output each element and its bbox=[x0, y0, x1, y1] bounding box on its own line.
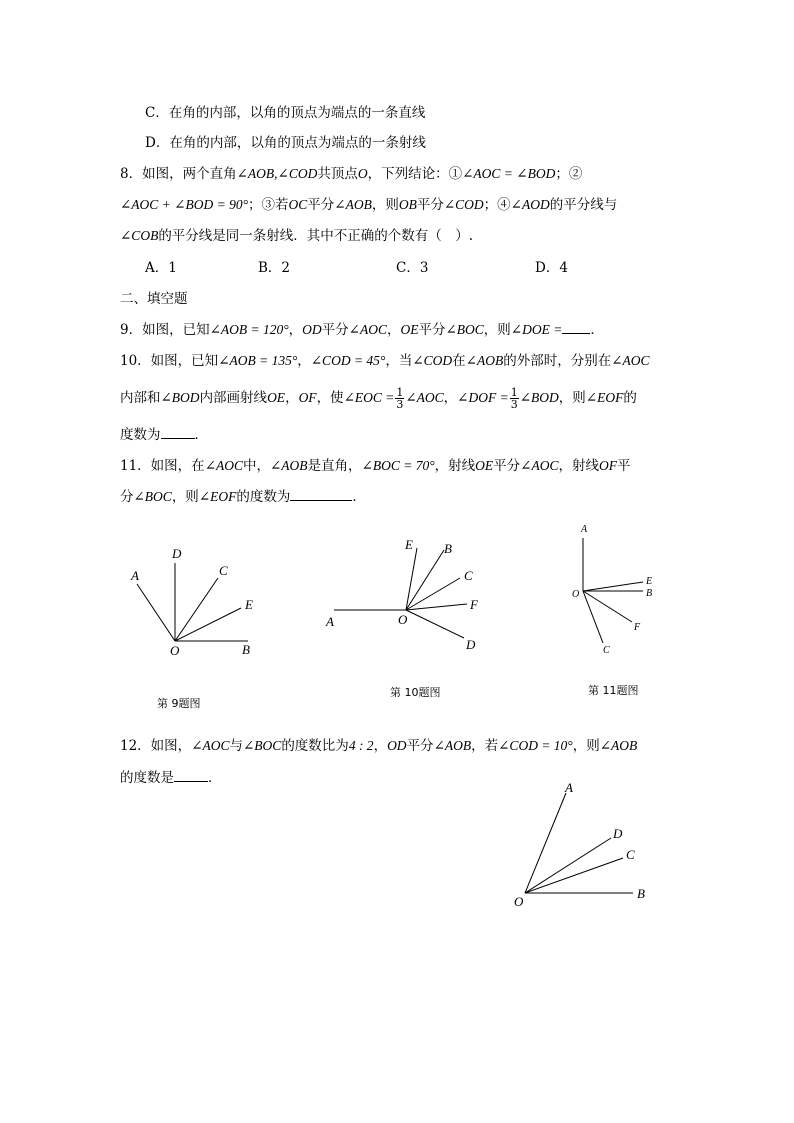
q9-aoc: ∠AOC bbox=[348, 322, 387, 337]
q10-line-3 bbox=[120, 425, 208, 445]
q10-eof: ∠EOF bbox=[585, 390, 624, 405]
q9-text: 平分 bbox=[418, 322, 446, 338]
ray-oc bbox=[175, 578, 218, 641]
q8-ob: OB bbox=[398, 197, 417, 212]
label-f: F bbox=[634, 622, 641, 633]
q8-aob: ∠AOB bbox=[334, 197, 372, 212]
q11-expr: ∠BOC = 70° bbox=[361, 458, 435, 473]
q12-text: ，则 bbox=[572, 738, 600, 754]
label-c: C bbox=[464, 568, 473, 583]
q12-boc: ∠BOC bbox=[243, 738, 282, 753]
q12-ratio: 4 : 2 bbox=[348, 738, 374, 753]
q8-text: ；③若 bbox=[248, 197, 289, 213]
label-b: B bbox=[637, 886, 645, 901]
q12-expr: ∠COD = 10° bbox=[498, 738, 573, 753]
label-b: B bbox=[242, 642, 250, 657]
q12-line-1 bbox=[120, 736, 637, 756]
q8-vertex: O bbox=[357, 166, 368, 181]
q10-aoc-2: ∠AOC bbox=[405, 390, 444, 405]
q10-text: ，当 bbox=[385, 353, 413, 369]
q10-expr-1: ∠AOB = 135° bbox=[218, 353, 298, 368]
q10-dof: ∠DOF = bbox=[457, 390, 509, 405]
label-o: O bbox=[514, 894, 524, 909]
q11-aob: ∠AOB bbox=[270, 458, 308, 473]
q12-text: 与 bbox=[229, 738, 243, 754]
label-c: C bbox=[219, 563, 228, 578]
q9-text: 平分 bbox=[321, 322, 349, 338]
q10-cod: ∠COD bbox=[412, 353, 453, 368]
q7-option-c: C．在角的内部，以角的顶点为端点的一条直线 bbox=[145, 105, 426, 121]
q10-expr-2: ∠COD = 45° bbox=[310, 353, 386, 368]
fraction-one-third bbox=[510, 387, 519, 410]
q8-text: ，下列结论：① bbox=[367, 166, 463, 182]
answer-blank bbox=[562, 321, 590, 334]
q12-text: ， bbox=[373, 738, 388, 754]
q11-text: 中， bbox=[243, 458, 270, 474]
q8-option-d: D．4 bbox=[535, 260, 568, 276]
q8-expr-1: ∠AOC = ∠BOD bbox=[462, 166, 556, 181]
q11-text: 的度数为 bbox=[236, 489, 291, 505]
label-c: C bbox=[626, 847, 635, 862]
q8-text: 平分 bbox=[307, 197, 335, 213]
q11-eof: ∠EOF bbox=[198, 489, 237, 504]
q11-text: 平分 bbox=[493, 458, 521, 474]
label-e: E bbox=[405, 537, 413, 552]
q10-text: 的 bbox=[623, 390, 637, 406]
q9-oe: OE bbox=[400, 322, 419, 337]
q10-eoc: ∠EOC = bbox=[343, 390, 395, 405]
q10-bod-2: ∠BOD bbox=[519, 390, 559, 405]
figure-11-caption: 第 11题图 bbox=[588, 684, 639, 697]
q9-boc: ∠BOC bbox=[445, 322, 484, 337]
q10-text: 内部和 bbox=[120, 390, 161, 406]
q8-cob: ∠COB bbox=[120, 228, 159, 243]
q8-cod: ∠COD bbox=[443, 197, 484, 212]
q8-oc: OC bbox=[288, 197, 308, 212]
q10-text: ． bbox=[194, 427, 208, 443]
q9-expr: ∠AOB = 120° bbox=[209, 322, 289, 337]
label-d: D bbox=[466, 637, 476, 652]
q10-text: 的外部时，分别在 bbox=[503, 353, 612, 369]
label-f: F bbox=[470, 597, 478, 612]
q8-option-c: C．3 bbox=[396, 260, 429, 276]
q11-text: ，射线 bbox=[434, 458, 476, 474]
ray-of bbox=[406, 604, 467, 610]
ray-oc bbox=[583, 591, 603, 643]
q12-text: ． bbox=[208, 770, 222, 786]
figure-10-caption: 第 10题图 bbox=[390, 686, 441, 699]
q10-line-2 bbox=[120, 386, 637, 410]
q11-text: ，射线 bbox=[558, 458, 599, 474]
q11-text: 是直角， bbox=[307, 458, 362, 474]
q12-text: 平分 bbox=[406, 738, 434, 754]
q9-text: ， bbox=[386, 322, 401, 338]
ray-of bbox=[583, 591, 632, 622]
ray-od bbox=[406, 610, 464, 638]
q10-line-1 bbox=[120, 351, 650, 371]
q11-line-1 bbox=[120, 456, 630, 476]
q8-aod: ∠AOD bbox=[510, 197, 550, 212]
ray-oe bbox=[406, 548, 417, 610]
label-e: E bbox=[646, 576, 653, 587]
ray-oe bbox=[175, 608, 241, 641]
q11-aoc-2: ∠AOC bbox=[520, 458, 559, 473]
ray-oe bbox=[583, 582, 643, 591]
q10-text: ，则 bbox=[558, 390, 586, 406]
q8-line-2 bbox=[120, 195, 617, 215]
q10-text: 10．如图，已知 bbox=[120, 353, 219, 369]
ray-od bbox=[525, 838, 611, 893]
q12-od: OD bbox=[387, 738, 407, 753]
label-a: A bbox=[565, 780, 573, 795]
q11-line-2 bbox=[120, 487, 366, 507]
q11-aoc: ∠AOC bbox=[204, 458, 243, 473]
q11-oe: OE bbox=[475, 458, 494, 473]
q10-text: 度数为 bbox=[120, 427, 161, 443]
answer-blank bbox=[161, 426, 195, 439]
q12-text: 12．如图， bbox=[120, 738, 192, 754]
label-b: B bbox=[444, 541, 452, 556]
q8-option-a: A．1 bbox=[145, 260, 177, 276]
ray-ob bbox=[406, 550, 444, 610]
q11-of: OF bbox=[598, 458, 617, 473]
q11-text: ，则 bbox=[171, 489, 199, 505]
q10-text: ，使 bbox=[316, 390, 344, 406]
q9-od: OD bbox=[302, 322, 322, 337]
ray-oc bbox=[525, 858, 623, 893]
fraction-one-third bbox=[395, 387, 404, 410]
q9-doe: ∠DOE = bbox=[510, 322, 563, 337]
label-d: D bbox=[613, 826, 623, 841]
q8-text: ；④ bbox=[483, 197, 511, 213]
label-o: O bbox=[170, 643, 180, 658]
q9-text: ， bbox=[288, 322, 303, 338]
label-b: B bbox=[646, 588, 653, 599]
q7-option-d: D．在角的内部，以角的顶点为端点的一条射线 bbox=[145, 135, 426, 151]
q10-bod: ∠BOD bbox=[160, 390, 200, 405]
q8-expr-2: ∠AOC + ∠BOD = 90° bbox=[120, 197, 248, 212]
q8-text: 的平分线与 bbox=[549, 197, 618, 213]
label-a: A bbox=[131, 568, 139, 583]
label-a: A bbox=[326, 614, 334, 629]
answer-blank bbox=[290, 488, 352, 501]
section-heading: 二、填空题 bbox=[120, 291, 188, 307]
q11-text: 平 bbox=[616, 458, 631, 474]
label-d: D bbox=[172, 546, 182, 561]
q8-text: 的平分线是同一条射线．其中不正确的个数有（ ）. bbox=[158, 228, 474, 244]
q10-aob: ∠AOB bbox=[465, 353, 504, 368]
label-a: A bbox=[581, 524, 588, 535]
q12-text: 的度数比为 bbox=[281, 738, 349, 754]
q8-line-3 bbox=[120, 226, 473, 246]
fraction-denominator: 3 bbox=[510, 398, 518, 411]
q9-text: ，则 bbox=[483, 322, 511, 338]
q10-aoc: ∠AOC bbox=[611, 353, 650, 368]
q12-aob: ∠AOB bbox=[433, 738, 472, 753]
q9-text: 9．如图，已知 bbox=[120, 322, 210, 338]
q10-text: ， bbox=[285, 390, 299, 406]
answer-blank bbox=[174, 769, 208, 782]
q10-of: OF bbox=[298, 390, 317, 405]
figure-9-caption: 第 9题图 bbox=[157, 697, 201, 710]
q8-text: ；② bbox=[555, 166, 583, 182]
fraction-numerator: 1 bbox=[510, 386, 518, 399]
label-e: E bbox=[245, 597, 253, 612]
q8-text: ，则 bbox=[371, 197, 399, 213]
q9-text: ． bbox=[590, 322, 604, 338]
q11-text: 11．如图，在 bbox=[120, 458, 205, 474]
fraction-numerator: 1 bbox=[396, 386, 404, 399]
label-o: O bbox=[572, 589, 580, 600]
q10-text: 内部画射线 bbox=[199, 390, 268, 406]
q8-option-b: B．2 bbox=[258, 260, 291, 276]
ray-oc bbox=[406, 578, 460, 610]
q8-text: 8．如图，两个直角 bbox=[120, 166, 237, 182]
label-c: C bbox=[603, 645, 610, 656]
q12-aoc: ∠AOC bbox=[191, 738, 230, 753]
q8-line-1 bbox=[120, 164, 582, 184]
q8-angles: ∠AOB,∠COD bbox=[236, 166, 318, 181]
q11-text: 分 bbox=[120, 489, 134, 505]
fraction-denominator: 3 bbox=[396, 398, 404, 411]
label-o: O bbox=[398, 612, 408, 627]
ray-oa bbox=[137, 584, 175, 641]
q12-text: 的度数是 bbox=[120, 770, 174, 786]
q10-text: ， bbox=[297, 353, 311, 369]
q8-text: 平分 bbox=[416, 197, 444, 213]
q10-text: 在 bbox=[452, 353, 466, 369]
q12-aob-2: ∠AOB bbox=[599, 738, 638, 753]
q10-text: ， bbox=[443, 390, 458, 406]
q12-text: ，若 bbox=[471, 738, 499, 754]
q10-oe: OE bbox=[267, 390, 286, 405]
q11-boc: ∠BOC bbox=[133, 489, 172, 504]
q11-text: ． bbox=[352, 489, 366, 505]
q8-text: 共顶点 bbox=[317, 166, 358, 182]
ray-oa bbox=[525, 793, 566, 893]
q9-line bbox=[120, 320, 604, 340]
q12-line-2 bbox=[120, 768, 222, 788]
